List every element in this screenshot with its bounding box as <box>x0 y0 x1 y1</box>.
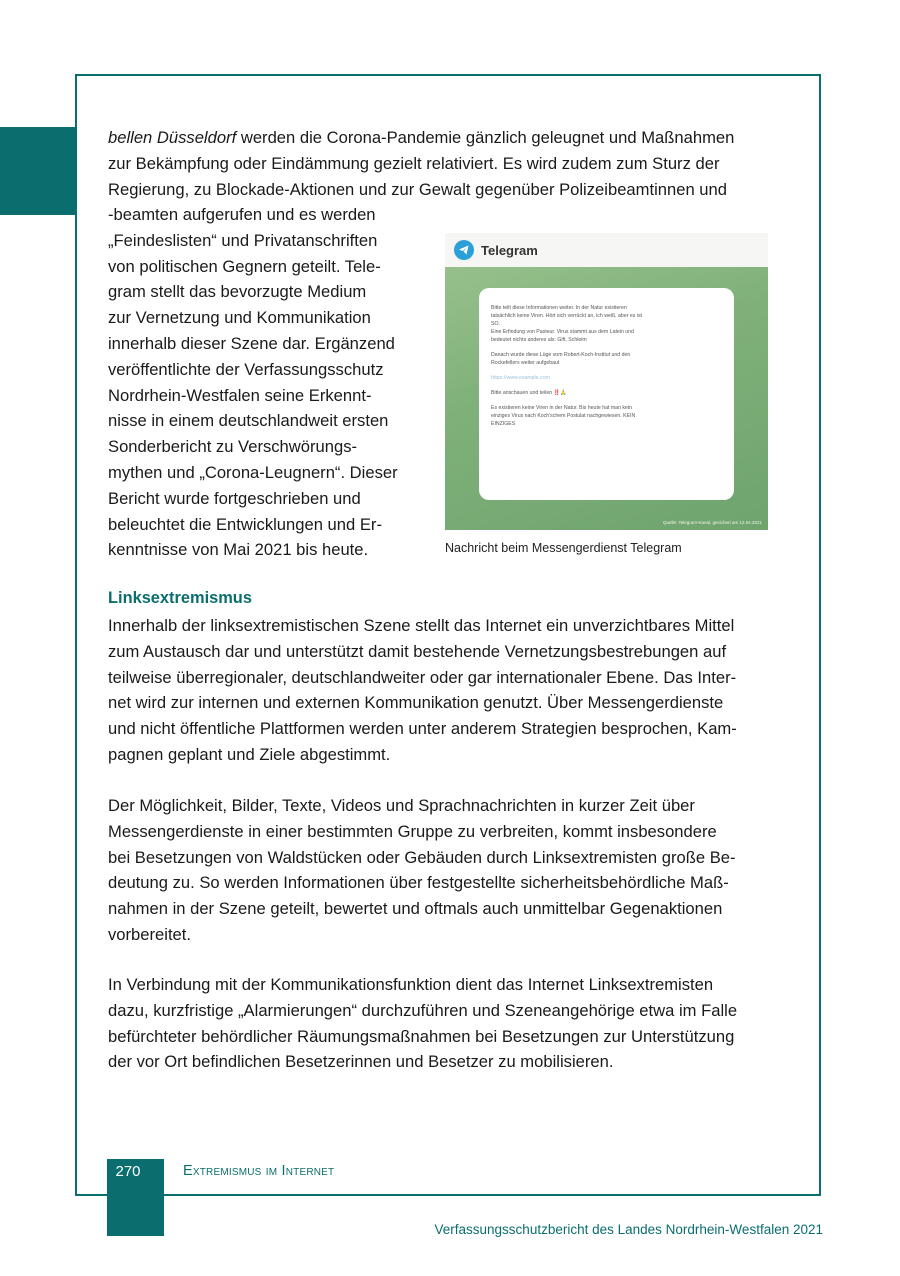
paragraph-line: Messengerdienste in einer bestimmten Gruppe zu verbreiten, kommt insbesondere <box>108 821 717 841</box>
message-line: tatsächlich keine Viren. Hört sich verrückt an, ich weiß, aber es ist <box>491 313 642 319</box>
paragraph-line: der vor Ort befindlichen Besetzerinnen und Besetzer zu mobilisieren. <box>108 1052 614 1072</box>
paragraph-line: bei Besetzungen von Waldstücken oder Gebäuden durch Linksextremisten große Be- <box>108 847 736 867</box>
paragraph-line: dazu, kurzfristige „Alarmierungen“ durchzuführen und Szeneangehörige etwa im Falle <box>108 1000 738 1020</box>
intro-italic-name: bellen Düsseldorf <box>108 128 237 147</box>
paragraph-line: befürchteter behördlicher Räumungsmaßnahmen bei Besetzungen zur Unterstützung <box>108 1026 735 1046</box>
message-line: Rockefellers weiter aufgebaut <box>491 360 560 366</box>
page-number: 270 <box>115 1163 141 1180</box>
wrap-line: mythen und „Corona-Leugnern“. Dieser <box>108 462 398 482</box>
paragraph-line: und nicht öffentliche Plattformen werden unter anderem Strategien besprochen, Kam- <box>108 719 737 739</box>
intro-line: Regierung, zu Blockade-Aktionen und zur Gewalt gegenüber Polizeibeamtinnen und <box>108 179 727 199</box>
paragraph-line: Innerhalb der linksextremistischen Szene stellt das Internet ein unverzichtbares Mittel <box>108 616 735 635</box>
paragraph-3 <box>108 972 798 1075</box>
message-gap <box>491 367 722 374</box>
wrap-line: von politischen Gegnern geteilt. Tele- <box>108 256 381 276</box>
message-line: SO. <box>491 321 500 327</box>
telegram-title: Telegram <box>481 242 538 258</box>
message-line: Bitte teilt diese Informationen weiter. In der Natur existieren <box>491 305 627 311</box>
message-line: einziges Virus nach Koch'schem Postulat nachgewiesen. KEIN <box>491 413 636 419</box>
figure-source-note: Quelle: Telegram-Kanal, gesichert am 12.04.2021 <box>663 520 762 525</box>
wrap-line: Nordrhein-Westfalen seine Erkennt- <box>108 385 372 405</box>
figure-caption: Nachricht beim Messengerdienst Telegram <box>445 541 682 555</box>
message-line: EINZIGES <box>491 421 516 427</box>
side-tab-marker <box>0 127 77 215</box>
paragraph-line: zum Austausch dar und unterstützt damit bestehende Vernetzungsbestrebungen auf <box>108 641 727 661</box>
message-line: bedeutet nichts anderes als: Gift, Schleim <box>491 337 587 343</box>
telegram-icon <box>454 240 474 260</box>
wrap-line: Sonderbericht zu Verschwörungs- <box>108 437 358 457</box>
paragraph-line: pagnen geplant und Ziele abgestimmt. <box>108 744 391 764</box>
paragraph-line: nahmen in der Szene geteilt, bewertet und oftmals auch unmittelbar Gegenaktionen <box>108 899 723 919</box>
telegram-screenshot-figure <box>445 233 768 530</box>
wrap-line: nisse in einem deutschlandweit ersten <box>108 411 389 431</box>
paragraph-line: In Verbindung mit der Kommunikationsfunktion dient das Internet Linksextremisten <box>108 975 714 994</box>
message-bubble <box>479 288 734 500</box>
wrap-line: gram stellt das bevorzugte Medium <box>108 282 367 302</box>
paragraph-line: teilweise überregionaler, deutschlandweiter oder gar internationaler Ebene. Das Inter- <box>108 667 737 687</box>
wrap-line: beleuchtet die Entwicklungen und Er- <box>108 514 382 534</box>
report-title-footer: Verfassungsschutzbericht des Landes Nordrhein-Westfalen 2021 <box>434 1222 823 1237</box>
section-heading: Linksextremismus <box>108 589 252 607</box>
wrap-line: zur Vernetzung und Kommunikation <box>108 308 371 328</box>
message-link: https://www.example.com <box>491 375 550 381</box>
paragraph-line: Der Möglichkeit, Bilder, Texte, Videos und Sprachnachrichten in kurzer Zeit über <box>108 796 695 815</box>
wrap-line: „Feindeslisten“ und Privatanschriften <box>108 230 378 250</box>
wrap-text-column <box>108 202 428 563</box>
message-line: Bitte anschauen und teilen ‼️🙏 <box>491 390 567 396</box>
paragraph-line: deutung zu. So werden Informationen über festgestellte sicherheitsbehördliche Maß- <box>108 873 729 893</box>
message-gap <box>491 344 722 351</box>
message-gap <box>491 397 722 404</box>
running-section-title: Extremismus im Internet <box>183 1163 335 1179</box>
intro-line: zur Bekämpfung oder Eindämmung gezielt relativiert. Es wird zudem zum Sturz der <box>108 153 720 173</box>
paragraph-2 <box>108 793 798 948</box>
wrap-line: innerhalb dieser Szene dar. Ergänzend <box>108 333 395 353</box>
message-line: Danach wurde diese Lüge vom Robert-Koch-Institut und den <box>491 352 631 358</box>
message-line: Es existieren keine Viren in der Natur. Bis heute hat man kein <box>491 405 632 411</box>
message-line: Eine Erfindung von Pasteur. Virus stammt aus dem Latein und <box>491 329 634 335</box>
telegram-header <box>445 233 768 267</box>
message-gap <box>491 382 722 389</box>
wrap-line: -beamten aufgerufen und es werden <box>108 205 376 224</box>
wrap-line: kenntnisse von Mai 2021 bis heute. <box>108 540 369 560</box>
paper-plane-icon <box>458 244 470 256</box>
paragraph-1 <box>108 613 798 768</box>
paragraph-line: net wird zur internen und externen Kommunikation genutzt. Über Messengerdienste <box>108 693 724 713</box>
wrap-line: veröffentlichte der Verfassungsschutz <box>108 359 384 379</box>
intro-line-1 <box>108 125 798 151</box>
paragraph-line: vorbereitet. <box>108 924 192 944</box>
intro-paragraph <box>108 125 798 202</box>
intro-lead-rest: werden die Corona-Pandemie gänzlich geleugnet und Maßnahmen <box>236 128 735 147</box>
wrap-line: Bericht wurde fortgeschrieben und <box>108 488 361 508</box>
